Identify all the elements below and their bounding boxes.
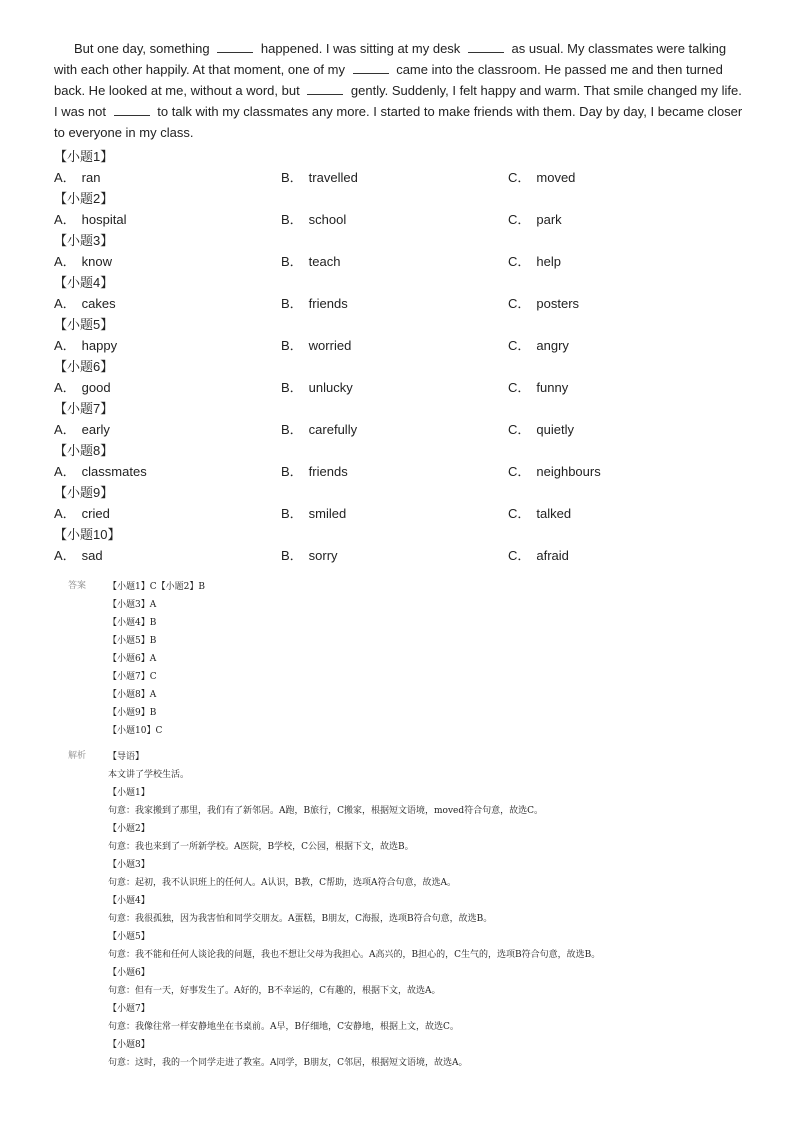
question-item bbox=[54, 398, 744, 440]
answer-line: 【小题10】C bbox=[108, 726, 163, 736]
option-letter: B． bbox=[281, 212, 303, 227]
option-text: travelled bbox=[308, 170, 358, 185]
option-c bbox=[508, 293, 735, 314]
option-c bbox=[508, 503, 735, 524]
option-row bbox=[54, 335, 744, 356]
option-letter: C． bbox=[508, 338, 531, 353]
question-item bbox=[54, 482, 744, 524]
answer-line: 【小题8】A bbox=[108, 690, 157, 700]
option-letter: A． bbox=[54, 212, 76, 227]
option-text: friends bbox=[308, 296, 348, 311]
passage-text: I was not bbox=[54, 104, 110, 119]
answer-label: 答案 bbox=[68, 581, 87, 591]
question-label: 【小题6】 bbox=[54, 359, 114, 374]
passage-text: back. He looked at me, without a word, but bbox=[54, 83, 304, 98]
option-b bbox=[281, 503, 508, 524]
analysis-line: 【小题8】 bbox=[108, 1040, 150, 1050]
option-text: know bbox=[81, 254, 113, 269]
analysis-line: 【导语】 bbox=[108, 752, 145, 762]
option-a bbox=[54, 545, 281, 566]
option-text: talked bbox=[536, 506, 572, 521]
option-letter: A． bbox=[54, 170, 76, 185]
option-row bbox=[54, 503, 744, 524]
analysis-line: 本文讲了学校生活。 bbox=[108, 770, 190, 780]
option-letter: C． bbox=[508, 212, 531, 227]
option-a bbox=[54, 293, 281, 314]
question-label: 【小题5】 bbox=[54, 317, 114, 332]
option-text: hospital bbox=[81, 212, 127, 227]
analysis-line: 句意：我像往常一样安静地坐在书桌前。A早，B仔细地，C安静地，根据上文，故选C。 bbox=[108, 1022, 459, 1032]
option-a bbox=[54, 251, 281, 272]
option-text: funny bbox=[536, 380, 569, 395]
analysis-line: 句意：我家搬到了那里，我们有了新邻居。A跑，B旅行，C搬家，根据短文语境，moved符合句意，故选C。 bbox=[108, 806, 544, 816]
question-item bbox=[54, 524, 744, 566]
option-letter: A． bbox=[54, 548, 76, 563]
option-letter: C． bbox=[508, 254, 531, 269]
passage-paragraph bbox=[54, 38, 744, 143]
option-text: worried bbox=[308, 338, 352, 353]
question-label: 【小题4】 bbox=[54, 275, 114, 290]
option-row bbox=[54, 461, 744, 482]
question-list bbox=[54, 146, 744, 566]
option-a bbox=[54, 209, 281, 230]
option-text: sorry bbox=[308, 548, 338, 563]
analysis-line: 句意：这时，我的一个同学走进了教室。A同学，B朋友，C邻居，根据短文语境，故选A。 bbox=[108, 1058, 468, 1068]
passage-text: to talk with my classmates any more. I started to make friends with them. Day by day, I became closer bbox=[153, 104, 743, 119]
option-text: help bbox=[536, 254, 561, 269]
option-text: angry bbox=[536, 338, 569, 353]
option-text: ran bbox=[81, 170, 101, 185]
option-letter: B． bbox=[281, 464, 303, 479]
analysis-label: 解析 bbox=[68, 751, 87, 761]
option-row bbox=[54, 419, 744, 440]
option-a bbox=[54, 419, 281, 440]
question-item bbox=[54, 230, 744, 272]
passage-text: But one day, something bbox=[74, 41, 214, 56]
option-text: carefully bbox=[308, 422, 358, 437]
passage-text: gently. Suddenly, I felt happy and warm. That smile changed my life. bbox=[347, 83, 742, 98]
reading-passage bbox=[54, 38, 744, 143]
analysis-line: 句意：但有一天，好事发生了。A好的，B不幸运的，C有趣的，根据下文，故选A。 bbox=[108, 986, 441, 996]
option-a bbox=[54, 503, 281, 524]
option-row bbox=[54, 377, 744, 398]
answer-blank bbox=[307, 82, 343, 95]
question-item bbox=[54, 440, 744, 482]
analysis-line: 【小题7】 bbox=[108, 1004, 150, 1014]
question-item bbox=[54, 356, 744, 398]
question-label: 【小题10】 bbox=[54, 527, 121, 542]
option-letter: B． bbox=[281, 548, 303, 563]
option-b bbox=[281, 209, 508, 230]
analysis-line: 句意：我很孤独，因为我害怕和同学交朋友。A蛋糕，B朋友，C海报，选项B符合句意，故选B。 bbox=[108, 914, 493, 924]
option-row bbox=[54, 545, 744, 566]
option-text: school bbox=[308, 212, 347, 227]
passage-text: to everyone in my class. bbox=[54, 125, 194, 140]
option-letter: B． bbox=[281, 338, 303, 353]
option-b bbox=[281, 461, 508, 482]
answer-line: 【小题4】B bbox=[108, 618, 157, 628]
option-text: posters bbox=[536, 296, 580, 311]
option-b bbox=[281, 167, 508, 188]
question-item bbox=[54, 146, 744, 188]
question-label: 【小题2】 bbox=[54, 191, 114, 206]
option-c bbox=[508, 335, 735, 356]
option-a bbox=[54, 377, 281, 398]
question-label: 【小题7】 bbox=[54, 401, 114, 416]
analysis-line: 【小题6】 bbox=[108, 968, 150, 978]
option-letter: C． bbox=[508, 548, 531, 563]
option-text: teach bbox=[308, 254, 341, 269]
answer-line: 【小题1】C【小题2】B bbox=[108, 582, 205, 592]
analysis-line: 句意：我也来到了一所新学校。A医院，B学校，C公园，根据下文，故选B。 bbox=[108, 842, 414, 852]
analysis-line: 【小题3】 bbox=[108, 860, 150, 870]
option-text: happy bbox=[81, 338, 118, 353]
option-row bbox=[54, 167, 744, 188]
option-b bbox=[281, 251, 508, 272]
option-a bbox=[54, 335, 281, 356]
answer-blank bbox=[114, 103, 150, 116]
option-c bbox=[508, 419, 735, 440]
analysis-line: 【小题4】 bbox=[108, 896, 150, 906]
analysis-line: 句意：起初，我不认识班上的任何人。A认识，B教，C帮助，选项A符合句意，故选A。 bbox=[108, 878, 457, 888]
option-letter: A． bbox=[54, 464, 76, 479]
option-letter: C． bbox=[508, 464, 531, 479]
analysis-line: 【小题2】 bbox=[108, 824, 150, 834]
answer-line: 【小题6】A bbox=[108, 654, 157, 664]
option-letter: C． bbox=[508, 506, 531, 521]
answer-line: 【小题3】A bbox=[108, 600, 157, 610]
question-label: 【小题1】 bbox=[54, 149, 114, 164]
answer-line: 【小题7】C bbox=[108, 672, 157, 682]
option-letter: A． bbox=[54, 422, 76, 437]
option-text: moved bbox=[536, 170, 576, 185]
analysis-lines bbox=[108, 748, 600, 1072]
option-text: quietly bbox=[536, 422, 574, 437]
option-letter: B． bbox=[281, 296, 303, 311]
option-text: cakes bbox=[81, 296, 116, 311]
option-c bbox=[508, 209, 735, 230]
option-text: neighbours bbox=[536, 464, 601, 479]
option-letter: C． bbox=[508, 296, 531, 311]
option-b bbox=[281, 545, 508, 566]
answer-blank bbox=[353, 61, 389, 74]
option-text: sad bbox=[81, 548, 103, 563]
option-text: smiled bbox=[308, 506, 347, 521]
passage-text: as usual. My classmates were talking bbox=[507, 41, 727, 56]
option-text: unlucky bbox=[308, 380, 353, 395]
option-letter: C． bbox=[508, 422, 531, 437]
passage-text: came into the classroom. He passed me and then turned bbox=[392, 62, 723, 77]
option-b bbox=[281, 377, 508, 398]
analysis-line: 【小题1】 bbox=[108, 788, 150, 798]
option-a bbox=[54, 167, 281, 188]
option-letter: A． bbox=[54, 254, 76, 269]
option-b bbox=[281, 419, 508, 440]
option-row bbox=[54, 293, 744, 314]
answer-blank bbox=[468, 40, 504, 53]
passage-text: happened. I was sitting at my desk bbox=[257, 41, 464, 56]
option-c bbox=[508, 461, 735, 482]
question-item bbox=[54, 272, 744, 314]
option-letter: C． bbox=[508, 170, 531, 185]
question-label: 【小题8】 bbox=[54, 443, 114, 458]
option-row bbox=[54, 251, 744, 272]
question-item bbox=[54, 188, 744, 230]
question-label: 【小题3】 bbox=[54, 233, 114, 248]
answer-blank bbox=[217, 40, 253, 53]
analysis-line: 【小题5】 bbox=[108, 932, 150, 942]
option-c bbox=[508, 545, 735, 566]
option-a bbox=[54, 461, 281, 482]
option-b bbox=[281, 335, 508, 356]
option-c bbox=[508, 251, 735, 272]
option-letter: B． bbox=[281, 170, 303, 185]
answer-line: 【小题9】B bbox=[108, 708, 157, 718]
analysis-line: 句意：我不能和任何人谈论我的问题，我也不想让父母为我担心。A高兴的，B担心的，C生气的，选项B符合句意，故选B。 bbox=[108, 950, 601, 960]
option-c bbox=[508, 377, 735, 398]
option-text: early bbox=[81, 422, 110, 437]
option-text: cried bbox=[81, 506, 110, 521]
option-text: friends bbox=[308, 464, 348, 479]
option-letter: A． bbox=[54, 506, 76, 521]
option-letter: B． bbox=[281, 254, 303, 269]
question-label: 【小题9】 bbox=[54, 485, 114, 500]
option-text: good bbox=[81, 380, 111, 395]
option-letter: A． bbox=[54, 296, 76, 311]
option-letter: A． bbox=[54, 338, 76, 353]
option-b bbox=[281, 293, 508, 314]
option-text: classmates bbox=[81, 464, 147, 479]
answer-lines bbox=[108, 578, 205, 740]
question-item bbox=[54, 314, 744, 356]
passage-text: with each other happily. At that moment, one of my bbox=[54, 62, 349, 77]
option-letter: A． bbox=[54, 380, 76, 395]
option-letter: B． bbox=[281, 422, 303, 437]
option-letter: C． bbox=[508, 380, 531, 395]
option-c bbox=[508, 167, 735, 188]
option-row bbox=[54, 209, 744, 230]
option-letter: B． bbox=[281, 380, 303, 395]
option-letter: B． bbox=[281, 506, 303, 521]
option-text: park bbox=[536, 212, 562, 227]
answer-line: 【小题5】B bbox=[108, 636, 157, 646]
option-text: afraid bbox=[536, 548, 569, 563]
